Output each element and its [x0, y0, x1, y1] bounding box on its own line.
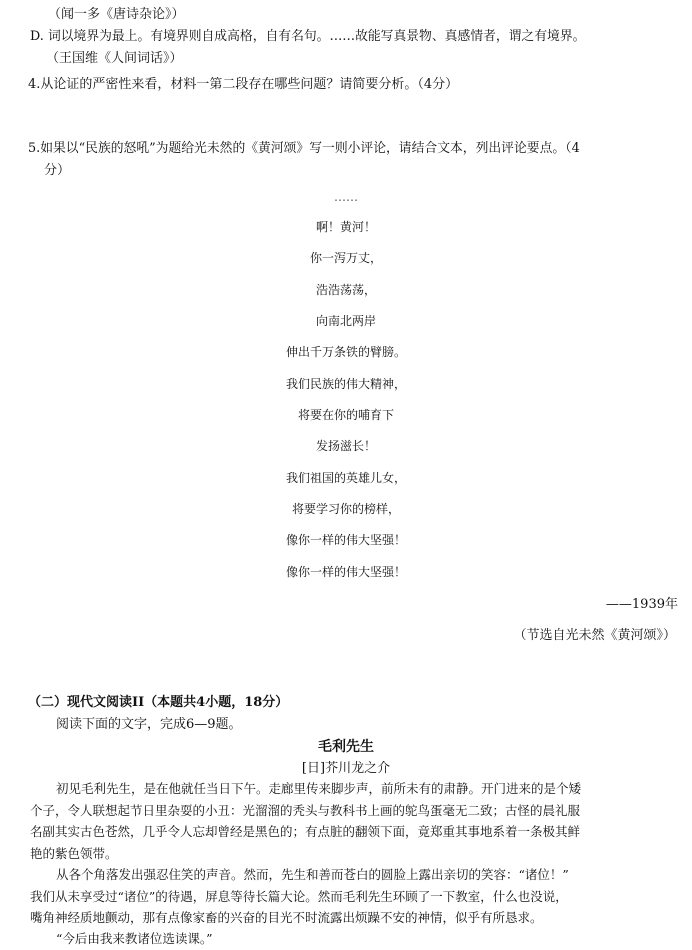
paragraph-line: 名副其实古色苍然，几乎令人忘却曾经是黑色的；有点脏的翻领下面，竟郑重其事地系着一条极其鲜: [30, 824, 581, 839]
article-title: 毛利先生: [318, 739, 374, 755]
paragraph-line: “今后由我来教诸位选读课。”: [56, 931, 213, 946]
poem-line: 向南北两岸: [315, 314, 376, 328]
poem-line: 伸出千万条铁的臂膀。: [285, 345, 406, 359]
poem-line: 我们祖国的英雄儿女，: [285, 471, 406, 485]
article-paragraph-1: [30, 778, 678, 864]
article-paragraph-3: [30, 928, 678, 950]
section-instruction: 阅读下面的文字，完成6—9题。: [56, 717, 242, 732]
source-wen-yiduo: （闻一多《唐诗杂论》）: [48, 7, 185, 22]
section-heading: （二）现代文阅读II（本题共4小题，18分）: [28, 695, 289, 710]
question-5-line-1: 5.如果以“民族的怒吼”为题给光未然的《黄河颂》写一则小评论，请结合文本，列出评论要点。（4: [28, 141, 580, 156]
question-4: 4.从论证的严密性来看，材料一第二段存在哪些问题？请简要分析。（4分）: [28, 77, 459, 92]
poem-source: （节选自光未然《黄河颂》）: [513, 628, 676, 643]
paragraph-line: 初见毛利先生，是在他就任当日下午。走廊里传来脚步声，前所未有的肃静。开门进来的是个矮: [56, 781, 582, 796]
poem-line: 像你一样的伟大坚强！: [285, 565, 406, 579]
poem-line: 将要学习你的榜样，: [291, 502, 400, 516]
paragraph-line: 我们从未享受过“诸位”的待遇，屏息等待长篇大论。然而毛利先生环顾了一下教室，什么也没说，: [30, 888, 568, 904]
poem-date: ——1939年: [605, 597, 678, 612]
paragraph-line: 个子，令人联想起节日里杂耍的小丑：光溜溜的秃头与教科书上画的鸵鸟蛋毫无二致；古怪的晨礼服: [30, 802, 581, 818]
poem-line: 啊！黄河！: [315, 220, 376, 234]
question-5-line-2: 分）: [44, 163, 71, 178]
poem-line: 发扬滋长！: [315, 439, 376, 453]
paragraph-line: 从各个角落发出强忍住笑的声音。然而，先生和善而苍白的圆脸上露出亲切的笑容：“诸位！”: [56, 867, 569, 882]
poem-line: 将要在你的哺育下: [297, 408, 394, 422]
paragraph-line: 嘴角神经质地颤动，那有点像家畜的兴奋的目光不时流露出烦躁不安的神情，似乎有所恳求。: [30, 910, 543, 925]
source-wang-guowei: （王国维《人间词话》）: [46, 51, 183, 66]
poem-line: 浩浩荡荡，: [315, 283, 376, 297]
article-paragraph-2: [30, 864, 678, 929]
paragraph-line: 艳的紫色领带。: [30, 845, 118, 861]
poem-line: ……: [334, 190, 358, 204]
option-d: D. 词以境界为最上。有境界则自成高格，自有名句。……故能写真景物、真感情者，谓之有境界。: [30, 29, 586, 44]
poem-line: 像你一样的伟大坚强！: [285, 533, 406, 547]
article-author: [日]芥川龙之介: [301, 761, 391, 776]
poem-line: 你一泻万丈，: [309, 251, 382, 265]
poem-line: 我们民族的伟大精神，: [285, 377, 406, 391]
